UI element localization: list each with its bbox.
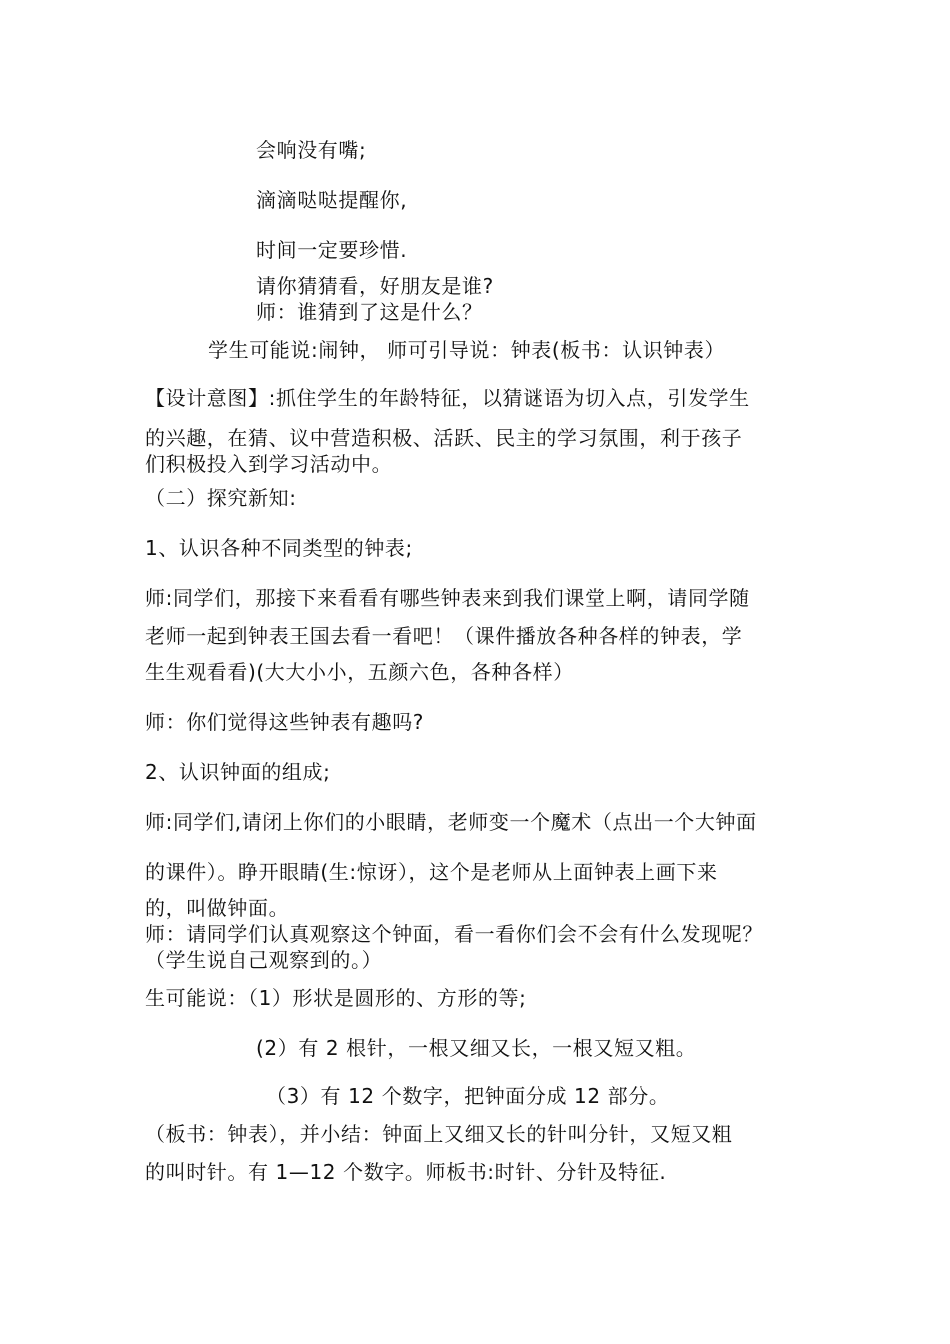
design-intent-line-1: 【设计意图】:抓住学生的年龄特征，以猜谜语为切入点，引发学生 [145,386,750,410]
riddle-question: 请你猜猜看，好朋友是谁? [256,274,494,298]
item-2-paragraph-line-2: 的课件）。睁开眼睛(生:惊讶），这个是老师从上面钟表上画下来 [145,860,718,884]
summary-line-1: （板书：钟表），并小结：钟面上又细又长的针叫分针，又短又粗 [145,1122,733,1146]
student-answer-line: 学生可能说:闹钟， 师可引导说：钟表(板书：认识钟表） [208,338,726,362]
item-1-paragraph-line-2: 老师一起到钟表王国去看一看吧！（课件播放各种各样的钟表，学 [145,624,743,648]
riddle-line-3: 时间一定要珍惜. [256,238,408,262]
answers-intro: 生可能说：（1）形状是圆形的、方形的等; [145,986,527,1010]
item-2-paragraph-line-3: 的，叫做钟面。 [145,896,290,920]
item-1-paragraph-line-3: 生生观看看)(大大小小，五颜六色，各种各样） [145,660,574,684]
design-intent-line-3: 们积极投入到学习活动中。 [145,452,393,476]
answer-3: （3）有 12 个数字，把钟面分成 12 部分。 [266,1084,670,1108]
item-1-title: 1、认识各种不同类型的钟表; [145,536,413,560]
section-heading: （二）探究新知: [145,486,297,510]
riddle-line-2: 滴滴哒哒提醒你, [256,188,408,212]
item-2-paragraph-line-5: （学生说自己观察到的。） [145,948,383,972]
item-1-question: 师：你们觉得这些钟表有趣吗? [145,710,425,734]
summary-line-2: 的叫时针。有 1—12 个数字。师板书:时针、分针及特征. [145,1160,667,1184]
item-1-paragraph-line-1: 师:同学们，那接下来看看有哪些钟表来到我们课堂上啊，请同学随 [145,586,750,610]
item-2-title: 2、认识钟面的组成; [145,760,331,784]
teacher-question: 师：谁猜到了这是什么？ [256,300,483,324]
answer-2: (2）有 2 根针，一根又细又长，一根又短又粗。 [256,1036,697,1060]
design-intent-line-2: 的兴趣，在猜、议中营造积极、活跃、民主的学习氛围，利于孩子 [145,426,743,450]
item-2-paragraph-line-1: 师:同学们,请闭上你们的小眼睛，老师变一个魔术（点出一个大钟面 [145,810,757,834]
item-2-paragraph-line-4: 师：请同学们认真观察这个钟面，看一看你们会不会有什么发现呢？ [145,922,763,946]
riddle-line-1: 会响没有嘴; [256,138,367,162]
